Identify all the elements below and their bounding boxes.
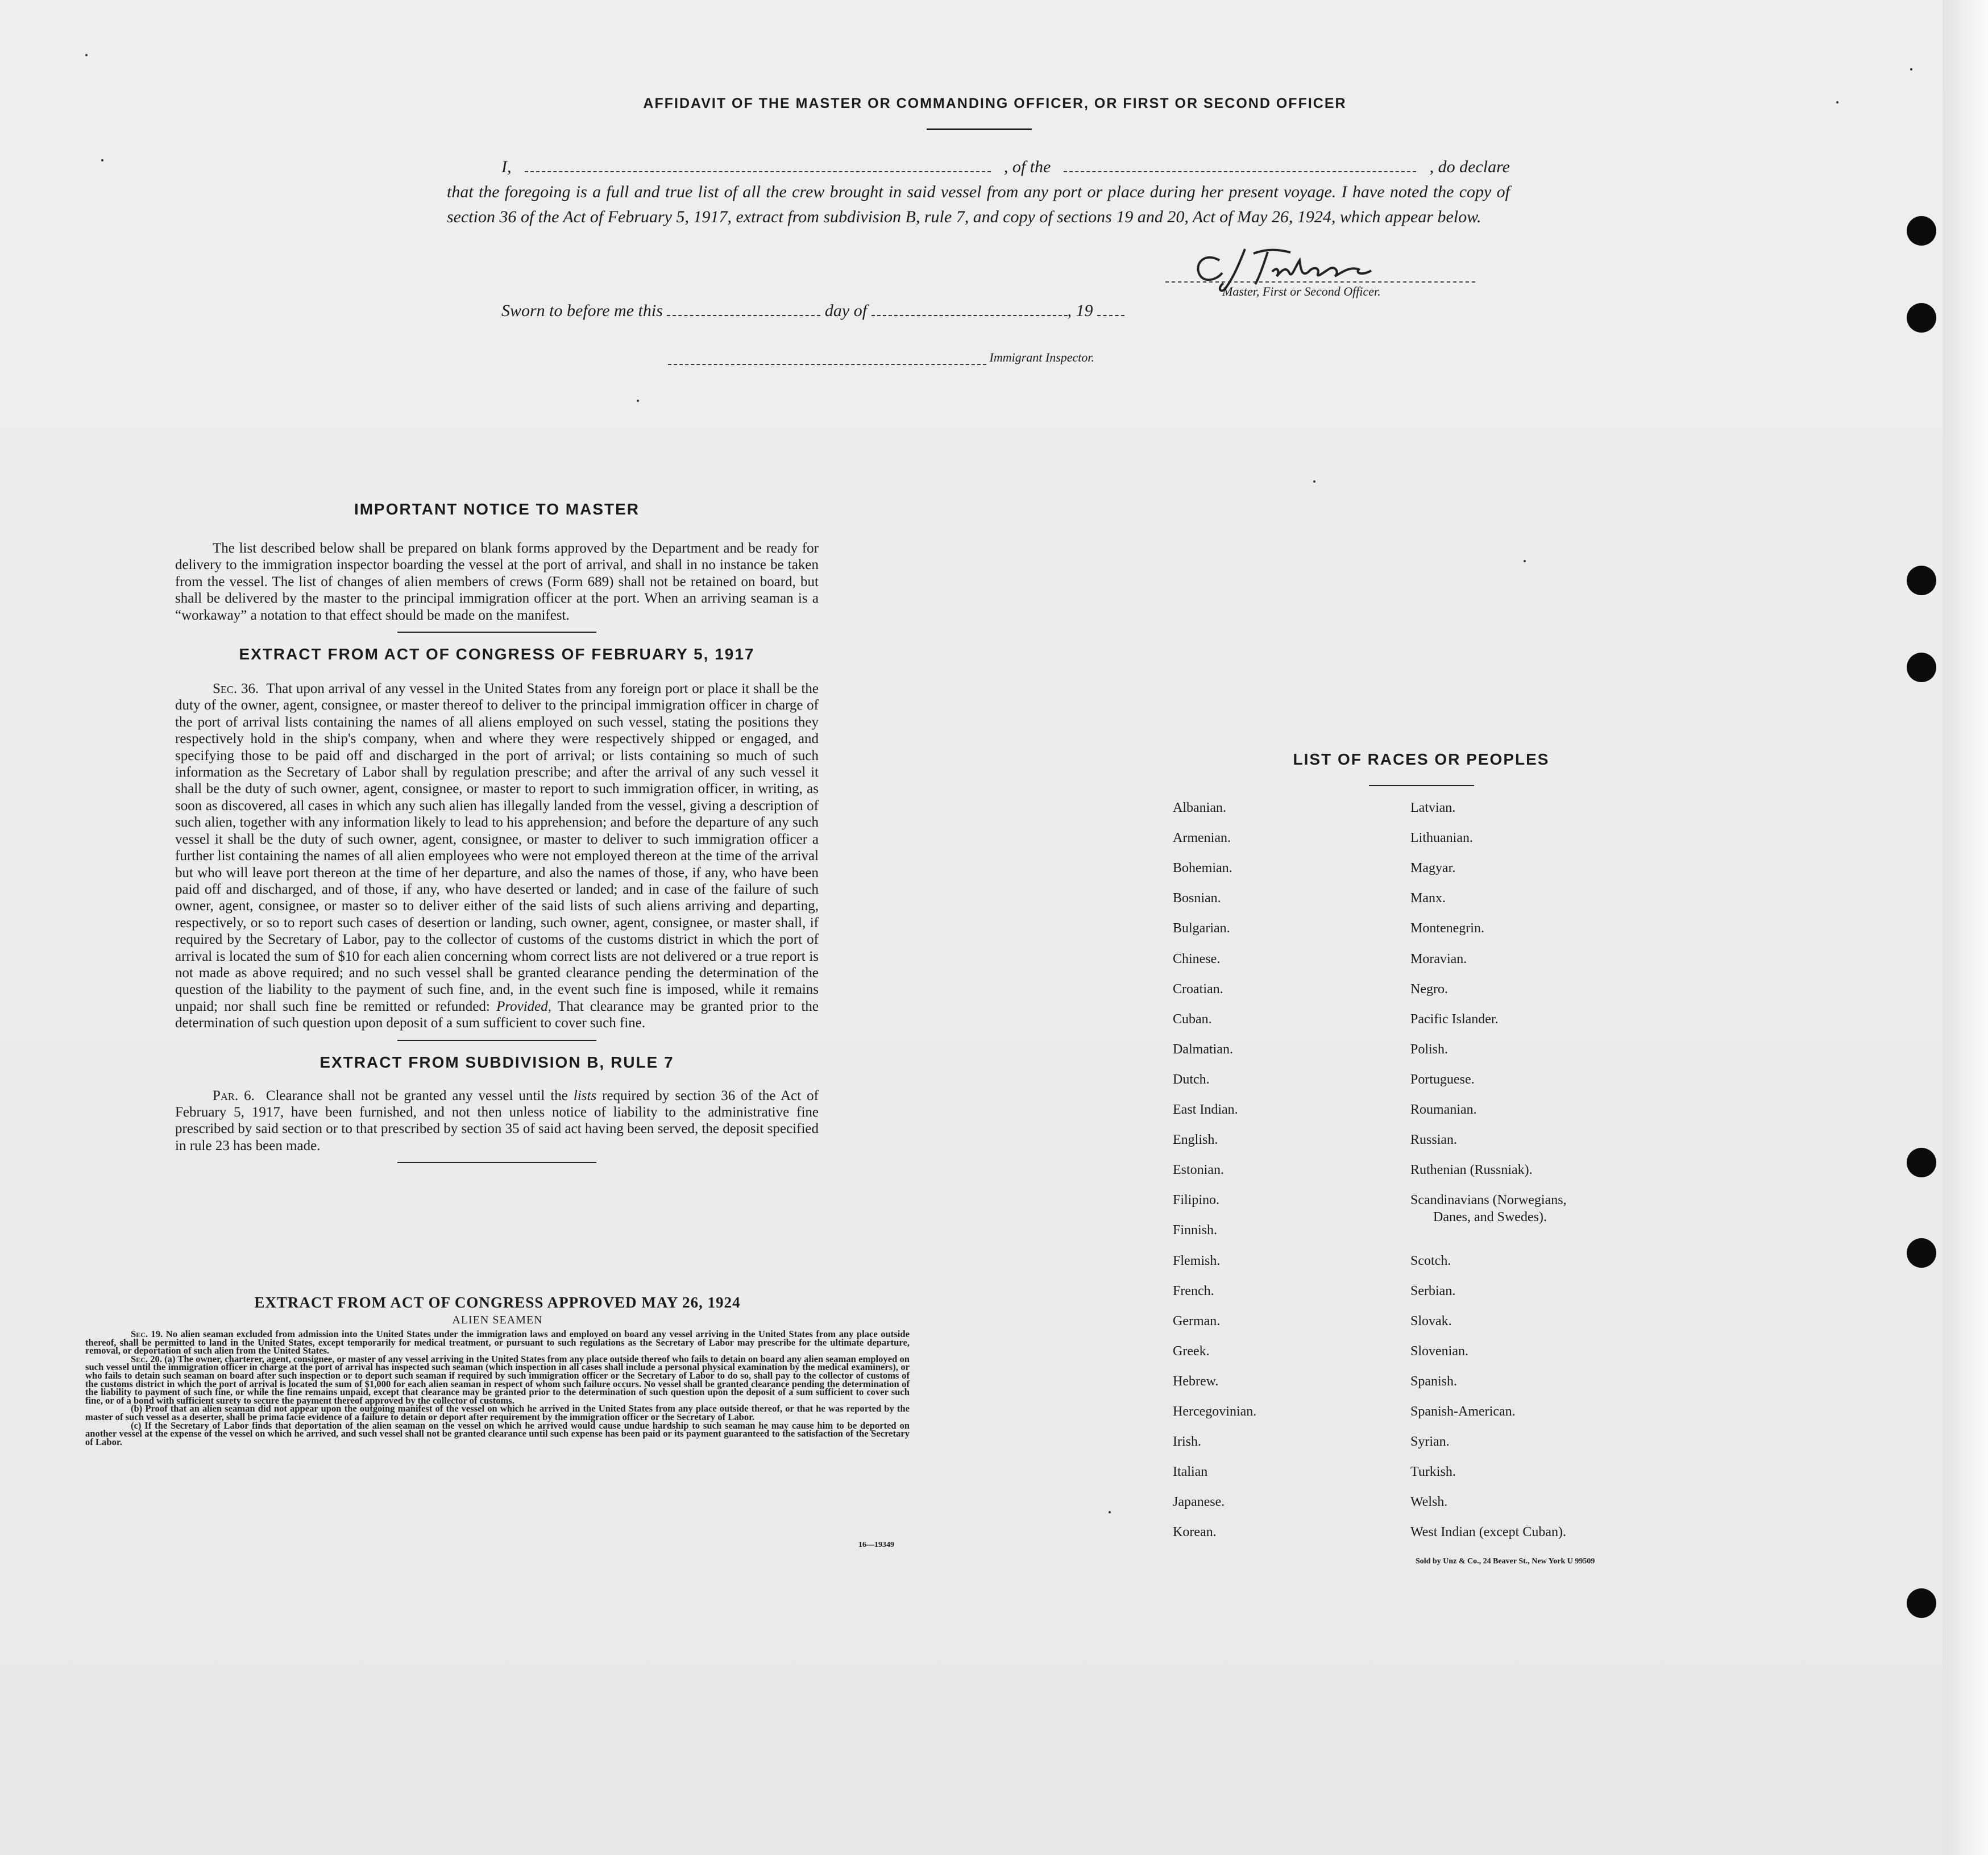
notices-column xyxy=(175,500,819,1176)
paper-speck xyxy=(1524,560,1526,562)
section-20a-body: (a) The owner, charterer, agent, consignee, or master of any vessel arriving in the United States from any place outside thereof who fails to detain on board any alien seaman employed on such vessel until the immigration officer in charge at the port of arrival has inspected such seaman (which inspection in all cases shall include a personal physical examination by the medical examiners), or who fails to detain such seaman on board after such inspection or to deport such seaman if required by such immigration officer or the Secretary of Labor to do so, shall pay to the collector of customs of the customs district in which the port of arrival is located the sum of $1,000 for each alien seaman in respect of whom such failure occurs. No vessel shall be granted clearance pending the determination of the liability to payment of such fine, or while the fine remains unpaid, except that clearance may be granted prior to the determination of such question upon the deposit of a sum sufficient to cover such fine, or of a bond with sufficient surety to secure the payment thereof approved by the collector of customs. xyxy=(85,1353,910,1406)
paper-speck xyxy=(85,54,88,56)
race-item: Bulgarian. xyxy=(1173,921,1230,936)
declaration-do-declare: , do declare xyxy=(1429,157,1510,176)
section-20c-body: (c) If the Secretary of Labor finds that deportation of the alien seaman on the vessel on which he arrived would cause undue hardship to such seaman he may cause him to be deported on another vessel at the expense of the vessel on which he arrived, and such vessel shall not be granted clearance until such expense has been paid or its payment guaranteed to the satisfaction of the Secretary of Labor. xyxy=(85,1420,910,1447)
race-item: Dalmatian. xyxy=(1173,1041,1233,1057)
race-item: Scotch. xyxy=(1410,1253,1451,1268)
race-item: Flemish. xyxy=(1173,1253,1221,1268)
race-item: Portuguese. xyxy=(1410,1072,1475,1087)
race-item: Montenegrin. xyxy=(1410,921,1484,936)
signature-caption: Master, First or Second Officer. xyxy=(1222,284,1381,298)
extract-1924-title: EXTRACT FROM ACT OF CONGRESS APPROVED MAY 26, 1924 xyxy=(254,1294,741,1311)
section-36-proviso: That clearance may be granted prior to the determination of such question upon deposit of a sum sufficient to cover such fine. xyxy=(175,998,819,1031)
race-item: Polish. xyxy=(1410,1041,1449,1057)
race-item: Welsh. xyxy=(1410,1495,1448,1510)
race-item: Irish. xyxy=(1173,1434,1201,1450)
race-item: Italian xyxy=(1173,1464,1208,1480)
race-item: Slovenian. xyxy=(1410,1343,1468,1359)
race-item: Moravian. xyxy=(1410,951,1467,966)
race-item: Spanish. xyxy=(1410,1373,1458,1389)
race-item: Ruthenian (Russniak). xyxy=(1410,1163,1533,1178)
race-item: German. xyxy=(1173,1313,1221,1329)
declaration-i: I, xyxy=(501,157,512,176)
race-item: Manx. xyxy=(1410,891,1446,906)
race-item: West Indian (except Cuban). xyxy=(1410,1525,1566,1540)
sworn-year-prefix: , 19 xyxy=(1067,301,1093,320)
race-item: East Indian. xyxy=(1173,1102,1238,1117)
race-item: Roumanian. xyxy=(1410,1102,1477,1117)
paper-speck xyxy=(1910,68,1912,70)
race-item: Chinese. xyxy=(1173,951,1221,966)
paragraph-6-body-pre: Clearance shall not be granted any vessel until the xyxy=(265,1088,568,1103)
extract-1917-title: EXTRACT FROM ACT OF CONGRESS OF FEBRUARY 5, 1917 xyxy=(239,645,755,663)
extract-subdivision-text xyxy=(175,1088,819,1155)
paragraph-6-label: Par. 6. xyxy=(213,1088,255,1103)
race-item: Lithuanian. xyxy=(1410,831,1473,846)
inspector-caption: Immigrant Inspector. xyxy=(989,350,1095,364)
declaration-of-the: , of the xyxy=(1003,157,1051,176)
race-item: Japanese. xyxy=(1173,1495,1225,1510)
paper-speck xyxy=(101,159,103,161)
race-item: Syrian. xyxy=(1410,1434,1450,1450)
printer-imprint: Sold by Unz & Co., 24 Beaver St., New York U 99509 xyxy=(1416,1557,1595,1566)
race-item: Croatian. xyxy=(1173,981,1223,997)
binder-hole xyxy=(1907,216,1936,246)
race-item: Albanian. xyxy=(1173,800,1226,815)
races-title-rule xyxy=(1369,785,1474,786)
race-item: Pacific Islander. xyxy=(1410,1011,1499,1027)
race-item: Armenian. xyxy=(1173,831,1231,846)
notice-text xyxy=(175,540,819,624)
race-item: Magyar. xyxy=(1410,861,1456,876)
extract-1917-text xyxy=(175,680,819,1032)
race-item: Finnish. xyxy=(1173,1223,1218,1238)
section-divider xyxy=(397,632,596,633)
affidavit-declaration xyxy=(447,155,1510,230)
sworn-line xyxy=(501,301,1124,321)
race-item: Hebrew. xyxy=(1173,1373,1219,1389)
vessel-blank[interactable] xyxy=(1064,160,1416,172)
declaration-body: that the foregoing is a full and true list of all the crew brought in said vessel from any port or place during her present voyage. I have noted the copy of section 36 of the Act of February 5, 1917, extract from subdivision B, rule 7, and copy of sections 19 and 20, Act of May 26, 1924, which appear below. xyxy=(447,182,1510,226)
sworn-day-blank[interactable] xyxy=(667,304,820,316)
sworn-month-blank[interactable] xyxy=(871,304,1068,316)
race-item: Estonian. xyxy=(1173,1163,1224,1178)
race-item: Turkish. xyxy=(1410,1464,1456,1480)
race-item: English. xyxy=(1173,1132,1218,1148)
race-item: Scandinavians (Norwegians, xyxy=(1410,1193,1567,1208)
lists-word: lists xyxy=(573,1088,597,1103)
race-item: Bohemian. xyxy=(1173,861,1232,876)
race-item: Serbian. xyxy=(1410,1283,1456,1298)
title-rule xyxy=(927,128,1032,130)
binder-hole xyxy=(1907,1238,1936,1268)
race-item: French. xyxy=(1173,1283,1214,1298)
section-36-label: Sec. 36. xyxy=(213,681,259,697)
binder-hole xyxy=(1907,566,1936,595)
paper-speck xyxy=(1313,480,1315,483)
paper-speck xyxy=(1109,1511,1111,1513)
section-20a-text xyxy=(85,1355,910,1405)
declaration-first-line xyxy=(447,155,1510,180)
binder-hole xyxy=(1907,1588,1936,1618)
sworn-year-blank[interactable] xyxy=(1097,304,1124,316)
section-divider xyxy=(397,1040,596,1041)
race-item: Greek. xyxy=(1173,1343,1210,1359)
sworn-before-me: Sworn to before me this xyxy=(501,301,663,320)
section-19-text xyxy=(85,1330,910,1355)
paper-speck xyxy=(1836,101,1838,103)
provided-word: Provided, xyxy=(496,998,552,1014)
sworn-day-of: day of xyxy=(824,301,868,320)
race-item: Korean. xyxy=(1173,1525,1217,1540)
page-edge xyxy=(1943,0,1988,1855)
race-item: Cuban. xyxy=(1173,1011,1212,1027)
section-19-body: No alien seaman excluded from admission into the United States under the immigration laws and employed on board any vessel arriving in the United States from any place outside thereof, shall be permitted to land in the United States, except temporarily for medical treatment, or pursuant to such regulations as the Secretary of Labor may prescribe for the ultimate departure, removal, or deportation of such alien from the United States. xyxy=(85,1329,910,1356)
paper-speck xyxy=(637,400,639,402)
race-item: Dutch. xyxy=(1173,1072,1210,1087)
affidavit-title: AFFIDAVIT OF THE MASTER OR COMMANDING OFFICER, OR FIRST OR SECOND OFFICER xyxy=(643,96,1347,111)
inspector-signature-blank[interactable] xyxy=(668,352,986,365)
race-item: Spanish-American. xyxy=(1410,1404,1516,1419)
race-item: Hercegovinian. xyxy=(1173,1404,1257,1419)
races-title: LIST OF RACES OR PEOPLES xyxy=(1293,750,1550,768)
inspector-line xyxy=(668,350,1094,365)
race-item: Latvian. xyxy=(1410,800,1456,815)
race-item: Negro. xyxy=(1410,981,1448,997)
race-item: Filipino. xyxy=(1173,1193,1220,1208)
binder-hole xyxy=(1907,653,1936,682)
extract-1924 xyxy=(85,1294,910,1446)
binder-hole xyxy=(1907,303,1936,333)
section-20c-text xyxy=(85,1422,910,1447)
section-19-label: Sec. 19. xyxy=(131,1329,163,1339)
name-blank[interactable] xyxy=(525,160,991,172)
binder-hole xyxy=(1907,1148,1936,1177)
race-item-continuation: Danes, and Swedes). xyxy=(1433,1210,1547,1225)
section-20-label: Sec. 20. xyxy=(131,1353,162,1364)
notice-title: IMPORTANT NOTICE TO MASTER xyxy=(354,500,640,518)
section-20b-text xyxy=(85,1405,910,1421)
alien-seamen-subtitle: ALIEN SEAMEN xyxy=(452,1314,543,1326)
section-36-body: That upon arrival of any vessel in the United States from any foreign port or place it shall be the duty of the owner, agent, consignee, or master thereof to deliver to the principal immigration officer in charge of the port of arrival lists containing the names of all aliens employed on such vessel, stating the positions they respectively hold in the ship's company, when and where they were respectively shipped or engaged, and specifying those to be paid off and discharged in the port of arrival; or lists containing so much of such information as the Secretary of Labor shall by regulation prescribe; and after the arrival of any such vessel it shall be the duty of such owner, agent, consignee, or master to report to such immigration officer, in writing, as soon as discovered, all cases in which any such alien has illegally landed from the vessel, giving a description of such alien, together with any information likely to lead to his apprehension; and before the departure of any such vessel it shall be the duty of such owner, agent, consignee, or master to deliver to such immigration officer a further list containing the names of all alien employees who were not employed thereon at the time of the arrival but who will leave port thereon at the time of her departure, and also the names of those, if any, who have been paid off and discharged, and of those, if any, who have deserted or landed; and in case of the failure of such owner, agent, consignee, or master so to deliver either of the said lists of such aliens arriving and departing, respectively, or so to report such cases of desertion or landing, such owner, agent, consignee, or master shall, if required by the Secretary of Labor, pay to the collector of customs of the customs district in which the port of arrival is located the sum of $10 for each alien concerning whom correct lists are not delivered or a true report is not made as above required; and no such vessel shall be granted clearance pending the determination of the question of the liability to the payment of such fine, and, in the event such fine is imposed, while it remains unpaid; nor shall such fine be remitted or refunded: xyxy=(175,681,819,1014)
notice-body: The list described below shall be prepared on blank forms approved by the Department and be ready for delivery to the immigration inspector boarding the vessel at the port of arrival, and shall in no instance be taken from the vessel. The list of changes of alien members of crews (Form 689) shall not be retained on board, but shall be delivered by the master to the principal immigration officer at the port. When an arriving seaman is a “workaway” a notation to that effect should be made on the manifest. xyxy=(175,541,819,623)
form-number: 16—19349 xyxy=(858,1541,894,1549)
section-divider xyxy=(397,1162,596,1163)
race-item: Bosnian. xyxy=(1173,891,1221,906)
race-item: Russian. xyxy=(1410,1132,1458,1148)
extract-subdivision-title: EXTRACT FROM SUBDIVISION B, RULE 7 xyxy=(319,1053,674,1071)
section-20b-body: (b) Proof that an alien seaman did not appear upon the outgoing manifest of the vessel on which he arrived in the United States from any place outside thereof, or that he was reported by the master of such vessel as a deserter, shall be prima facie evidence of a failure to detain or deport after requirement by the immigration officer or the Secretary of Labor. xyxy=(85,1403,910,1422)
paragraph-6-body-post: required by section 36 of the Act of February 5, 1917, have been furnished, and not then unless notice of liability to the administrative fine prescribed by said section or to that prescribed by section 35 of said act having been served, the deposit specified in rule 23 has been made. xyxy=(175,1088,819,1153)
race-item: Slovak. xyxy=(1410,1313,1452,1329)
